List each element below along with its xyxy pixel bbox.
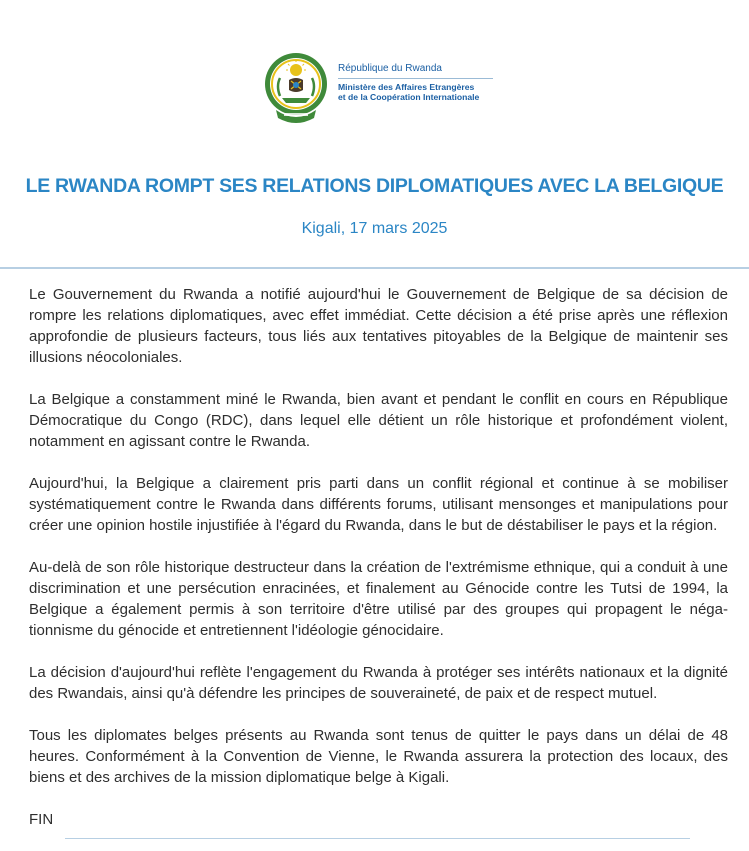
letterhead xyxy=(0,40,749,140)
header-divider xyxy=(0,267,749,269)
paragraph: La décision d'aujourd'hui reflète l'engagement du Rwanda à protéger ses intérêts nationaux et la dignité des Rwandais, ainsi qu'à défendre les principes de souveraineté, de paix et de respect mutuel. xyxy=(29,664,728,702)
ministry-name-line2: et de la Coopération Internationale xyxy=(338,92,480,102)
paragraph: La Belgique a constamment miné le Rwanda, bien avant et pendant le conflit en cours en République Démocratique du Congo (RDC), dans lequel elle détient un rôle historique et profondément violent, notamment en agissant contre le Rwanda. xyxy=(29,391,728,450)
paragraph: Au-delà de son rôle historique destructeur dans la création de l'extrémisme ethnique, qui a conduit à une discrimination et une persécution enracinées, et finalement au Génocide contre les Tutsi de 1994, la Belgique a également permis à son territoire d'être utilisé par des groupes qui propagent le négationnisme du génocide et entretiennent l'idéologie génocidaire. xyxy=(29,559,728,639)
closing-fin: FIN xyxy=(29,811,54,828)
ministry-name-line1: Ministère des Affaires Etrangères xyxy=(338,82,475,92)
dateline: Kigali, 17 mars 2025 xyxy=(301,220,448,237)
paragraph: Le Gouvernement du Rwanda a notifié aujourd'hui le Gouvernement de Belgique de sa décision de rompre les relations diplomatiques, avec effet immédiat. Cette décision a été prise après une réflexion approfondie de plusieurs facteurs, tous liés aux tentatives pitoyables de la Belgique de maintenir ses illusions néocoloniales. xyxy=(29,286,728,366)
footer-divider xyxy=(65,838,690,839)
republic-name: République du Rwanda xyxy=(338,63,442,74)
rwanda-coat-of-arms-icon xyxy=(262,48,330,128)
press-release-title: LE RWANDA ROMPT SES RELATIONS DIPLOMATIQUES AVEC LA BELGIQUE xyxy=(25,175,724,197)
press-release-body xyxy=(29,284,728,851)
ministry-block xyxy=(338,63,498,102)
paragraph: Aujourd'hui, la Belgique a clairement pris parti dans un conflit régional et continue à se mobiliser systématiquement contre le Rwanda dans différents forums, utilisant mensonges et manipulations pour créer une opinion hostile injustifiée à l'égard du Rwanda, dans le but de déstabiliser le pays et la région. xyxy=(29,475,728,534)
letterhead-rule xyxy=(338,78,493,79)
paragraph: Tous les diplomates belges présents au Rwanda sont tenus de quitter le pays dans un délai de 48 heures. Conformément à la Convention de Vienne, le Rwanda assurera la protection des locaux, des biens et des archives de la mission diplomatique belge à Kigali. xyxy=(29,727,728,786)
